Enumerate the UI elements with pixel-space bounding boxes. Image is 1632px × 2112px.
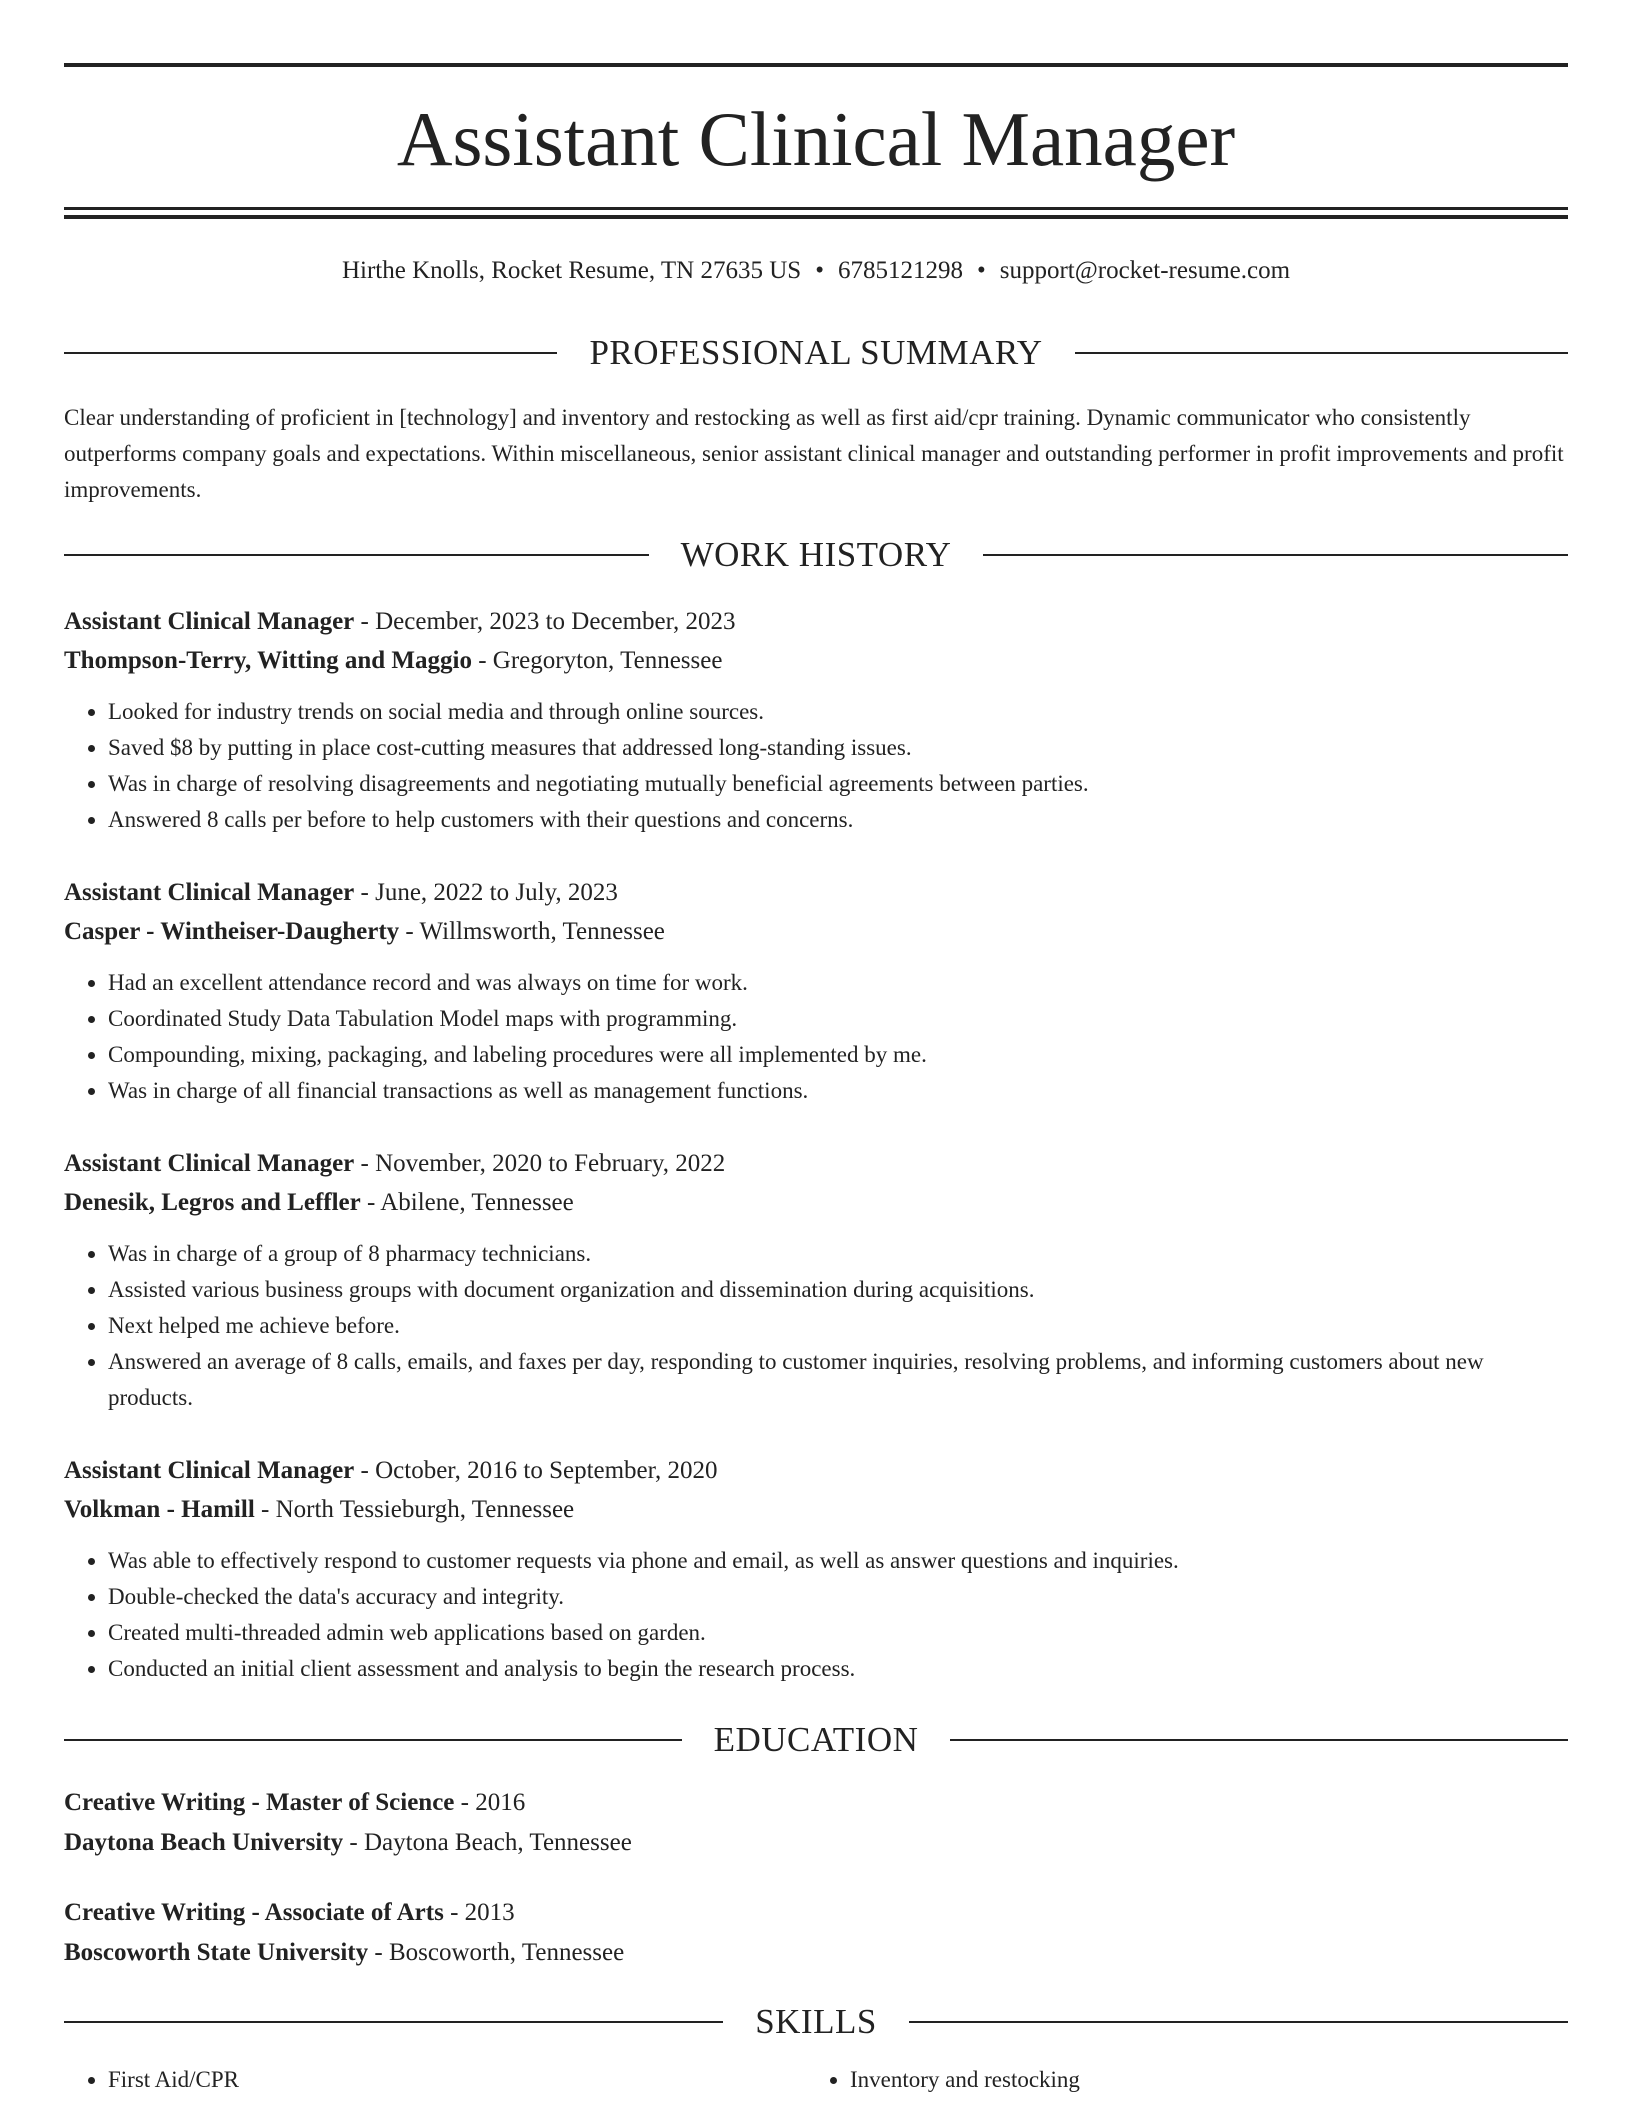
job-bullet: • Next helped me achieve before. bbox=[108, 1308, 1568, 1344]
job-bullet: • Was in charge of resolving disagreements and negotiating mutually beneficial agreements between parties. bbox=[108, 766, 1568, 802]
skills-column-right bbox=[806, 2062, 1548, 2098]
job-bullet: • Was in charge of all financial transactions as well as management functions. bbox=[108, 1073, 1568, 1109]
education-location: - Boscoworth, Tennessee bbox=[368, 1939, 625, 1966]
contact-phone: 6785121298 bbox=[837, 257, 963, 284]
job-dates: - November, 2020 to February, 2022 bbox=[354, 1150, 726, 1177]
job-bullet: • Was able to effectively respond to customer requests via phone and email, as well as answer questions and inquiries. bbox=[108, 1543, 1568, 1579]
job-bullet: • Was in charge of a group of 8 pharmacy technicians. bbox=[108, 1236, 1568, 1272]
section-header-summary bbox=[64, 333, 1568, 373]
job-title-line bbox=[64, 1451, 1568, 1490]
title-rule-lower bbox=[64, 215, 1568, 219]
section-title: EDUCATION bbox=[713, 1720, 919, 1759]
top-rule bbox=[64, 63, 1568, 67]
job-entry bbox=[64, 1451, 1568, 1687]
job-company: Thompson-Terry, Witting and Maggio bbox=[64, 647, 472, 674]
job-company: Casper - Wintheiser-Daugherty bbox=[64, 918, 400, 945]
resume-title: Assistant Clinical Manager bbox=[396, 96, 1236, 182]
skills-column-left bbox=[64, 2062, 806, 2098]
job-bullet: • Looked for industry trends on social media and through online sources. bbox=[108, 694, 1568, 730]
job-bullet: • Coordinated Study Data Tabulation Model maps with programming. bbox=[108, 1001, 1568, 1037]
education-entry bbox=[64, 1893, 1568, 1973]
section-rule bbox=[909, 2021, 1568, 2023]
section-header-education bbox=[64, 1720, 1568, 1760]
skill-item: • First Aid/CPR bbox=[108, 2062, 806, 2098]
job-dates: - December, 2023 to December, 2023 bbox=[354, 608, 736, 635]
job-bullet: • Conducted an initial client assessment and analysis to begin the research process. bbox=[108, 1651, 1568, 1687]
education-school-line bbox=[64, 1933, 1568, 1973]
job-location: - Abilene, Tennessee bbox=[360, 1189, 574, 1216]
job-company-line bbox=[64, 1490, 1568, 1529]
contact-separator: • bbox=[815, 257, 824, 284]
job-bullets bbox=[64, 694, 1568, 838]
education-degree-line bbox=[64, 1893, 1568, 1933]
job-company-line bbox=[64, 1183, 1568, 1222]
job-title-line bbox=[64, 1144, 1568, 1183]
contact-address: Hirthe Knolls, Rocket Resume, TN 27635 US bbox=[341, 257, 802, 284]
section-header-work-history bbox=[64, 535, 1568, 575]
job-bullet: • Answered an average of 8 calls, emails, and faxes per day, responding to customer inquiries, resolving problems, and informing customers about new products. bbox=[108, 1344, 1568, 1416]
section-rule bbox=[64, 1739, 682, 1741]
education-school-line bbox=[64, 1823, 1568, 1863]
summary-text: Clear understanding of proficient in [technology] and inventory and restocking as well as first aid/cpr training. Dynamic communicator who consistently outperforms company goals and expectations. Within miscellaneous, senior assistant clinical manager and outstanding performer in profit improvements and profit improvements. bbox=[64, 405, 1564, 502]
job-bullet: • Assisted various business groups with document organization and dissemination during acquisitions. bbox=[108, 1272, 1568, 1308]
section-rule bbox=[983, 554, 1568, 556]
job-bullet: • Answered 8 calls per before to help customers with their questions and concerns. bbox=[108, 802, 1568, 838]
section-header-skills bbox=[64, 2002, 1568, 2042]
contact-separator: • bbox=[976, 257, 986, 284]
job-bullet: • Compounding, mixing, packaging, and labeling procedures were all implemented by me. bbox=[108, 1037, 1568, 1073]
section-title: PROFESSIONAL SUMMARY bbox=[589, 333, 1043, 372]
job-entry bbox=[64, 1144, 1568, 1416]
job-bullets bbox=[64, 965, 1568, 1109]
education-year: - 2013 bbox=[443, 1899, 515, 1926]
education-entry bbox=[64, 1783, 1568, 1863]
job-bullet: • Saved $8 by putting in place cost-cutting measures that addressed long-standing issues. bbox=[108, 730, 1568, 766]
contact-email: support@rocket-resume.com bbox=[999, 257, 1291, 284]
job-bullets bbox=[64, 1236, 1568, 1416]
section-rule bbox=[1075, 352, 1568, 354]
section-title: WORK HISTORY bbox=[680, 535, 952, 574]
job-title-line bbox=[64, 602, 1568, 641]
section-rule bbox=[64, 352, 557, 354]
title-rule-upper bbox=[64, 207, 1568, 210]
job-title: Assistant Clinical Manager bbox=[64, 879, 355, 906]
job-title: Assistant Clinical Manager bbox=[64, 608, 355, 635]
job-entry bbox=[64, 873, 1568, 1109]
job-bullets bbox=[64, 1543, 1568, 1687]
job-location: - Gregoryton, Tennessee bbox=[471, 647, 723, 674]
education-school: Boscoworth State University bbox=[64, 1939, 369, 1966]
skill-item: • Inventory and restocking bbox=[850, 2062, 1548, 2098]
job-bullet: • Created multi-threaded admin web applications based on garden. bbox=[108, 1615, 1568, 1651]
section-rule bbox=[64, 554, 649, 556]
education-degree: Creative Writing - Associate of Arts bbox=[64, 1899, 444, 1926]
education-degree: Creative Writing - Master of Science bbox=[64, 1789, 455, 1816]
job-title-line bbox=[64, 873, 1568, 912]
education-location: - Daytona Beach, Tennessee bbox=[343, 1829, 632, 1856]
section-rule bbox=[64, 2021, 723, 2023]
education-school: Daytona Beach University bbox=[64, 1829, 344, 1856]
job-location: - North Tessieburgh, Tennessee bbox=[254, 1496, 575, 1523]
job-company: Volkman - Hamill bbox=[64, 1496, 255, 1523]
job-company-line bbox=[64, 641, 1568, 680]
job-entry bbox=[64, 602, 1568, 838]
contact-line bbox=[64, 254, 1568, 288]
job-dates: - June, 2022 to July, 2023 bbox=[354, 879, 618, 906]
job-location: - Willmsworth, Tennessee bbox=[399, 918, 665, 945]
job-dates: - October, 2016 to September, 2020 bbox=[354, 1457, 718, 1484]
education-year: - 2016 bbox=[454, 1789, 526, 1816]
job-company-line bbox=[64, 912, 1568, 951]
education-degree-line bbox=[64, 1783, 1568, 1823]
job-bullet: • Had an excellent attendance record and was always on time for work. bbox=[108, 965, 1568, 1001]
skills-list bbox=[64, 2062, 1568, 2098]
job-company: Denesik, Legros and Leffler bbox=[64, 1189, 361, 1216]
job-title: Assistant Clinical Manager bbox=[64, 1150, 355, 1177]
job-bullet: • Double-checked the data's accuracy and integrity. bbox=[108, 1579, 1568, 1615]
section-title: SKILLS bbox=[755, 2002, 877, 2041]
section-rule bbox=[950, 1739, 1568, 1741]
job-title: Assistant Clinical Manager bbox=[64, 1457, 355, 1484]
